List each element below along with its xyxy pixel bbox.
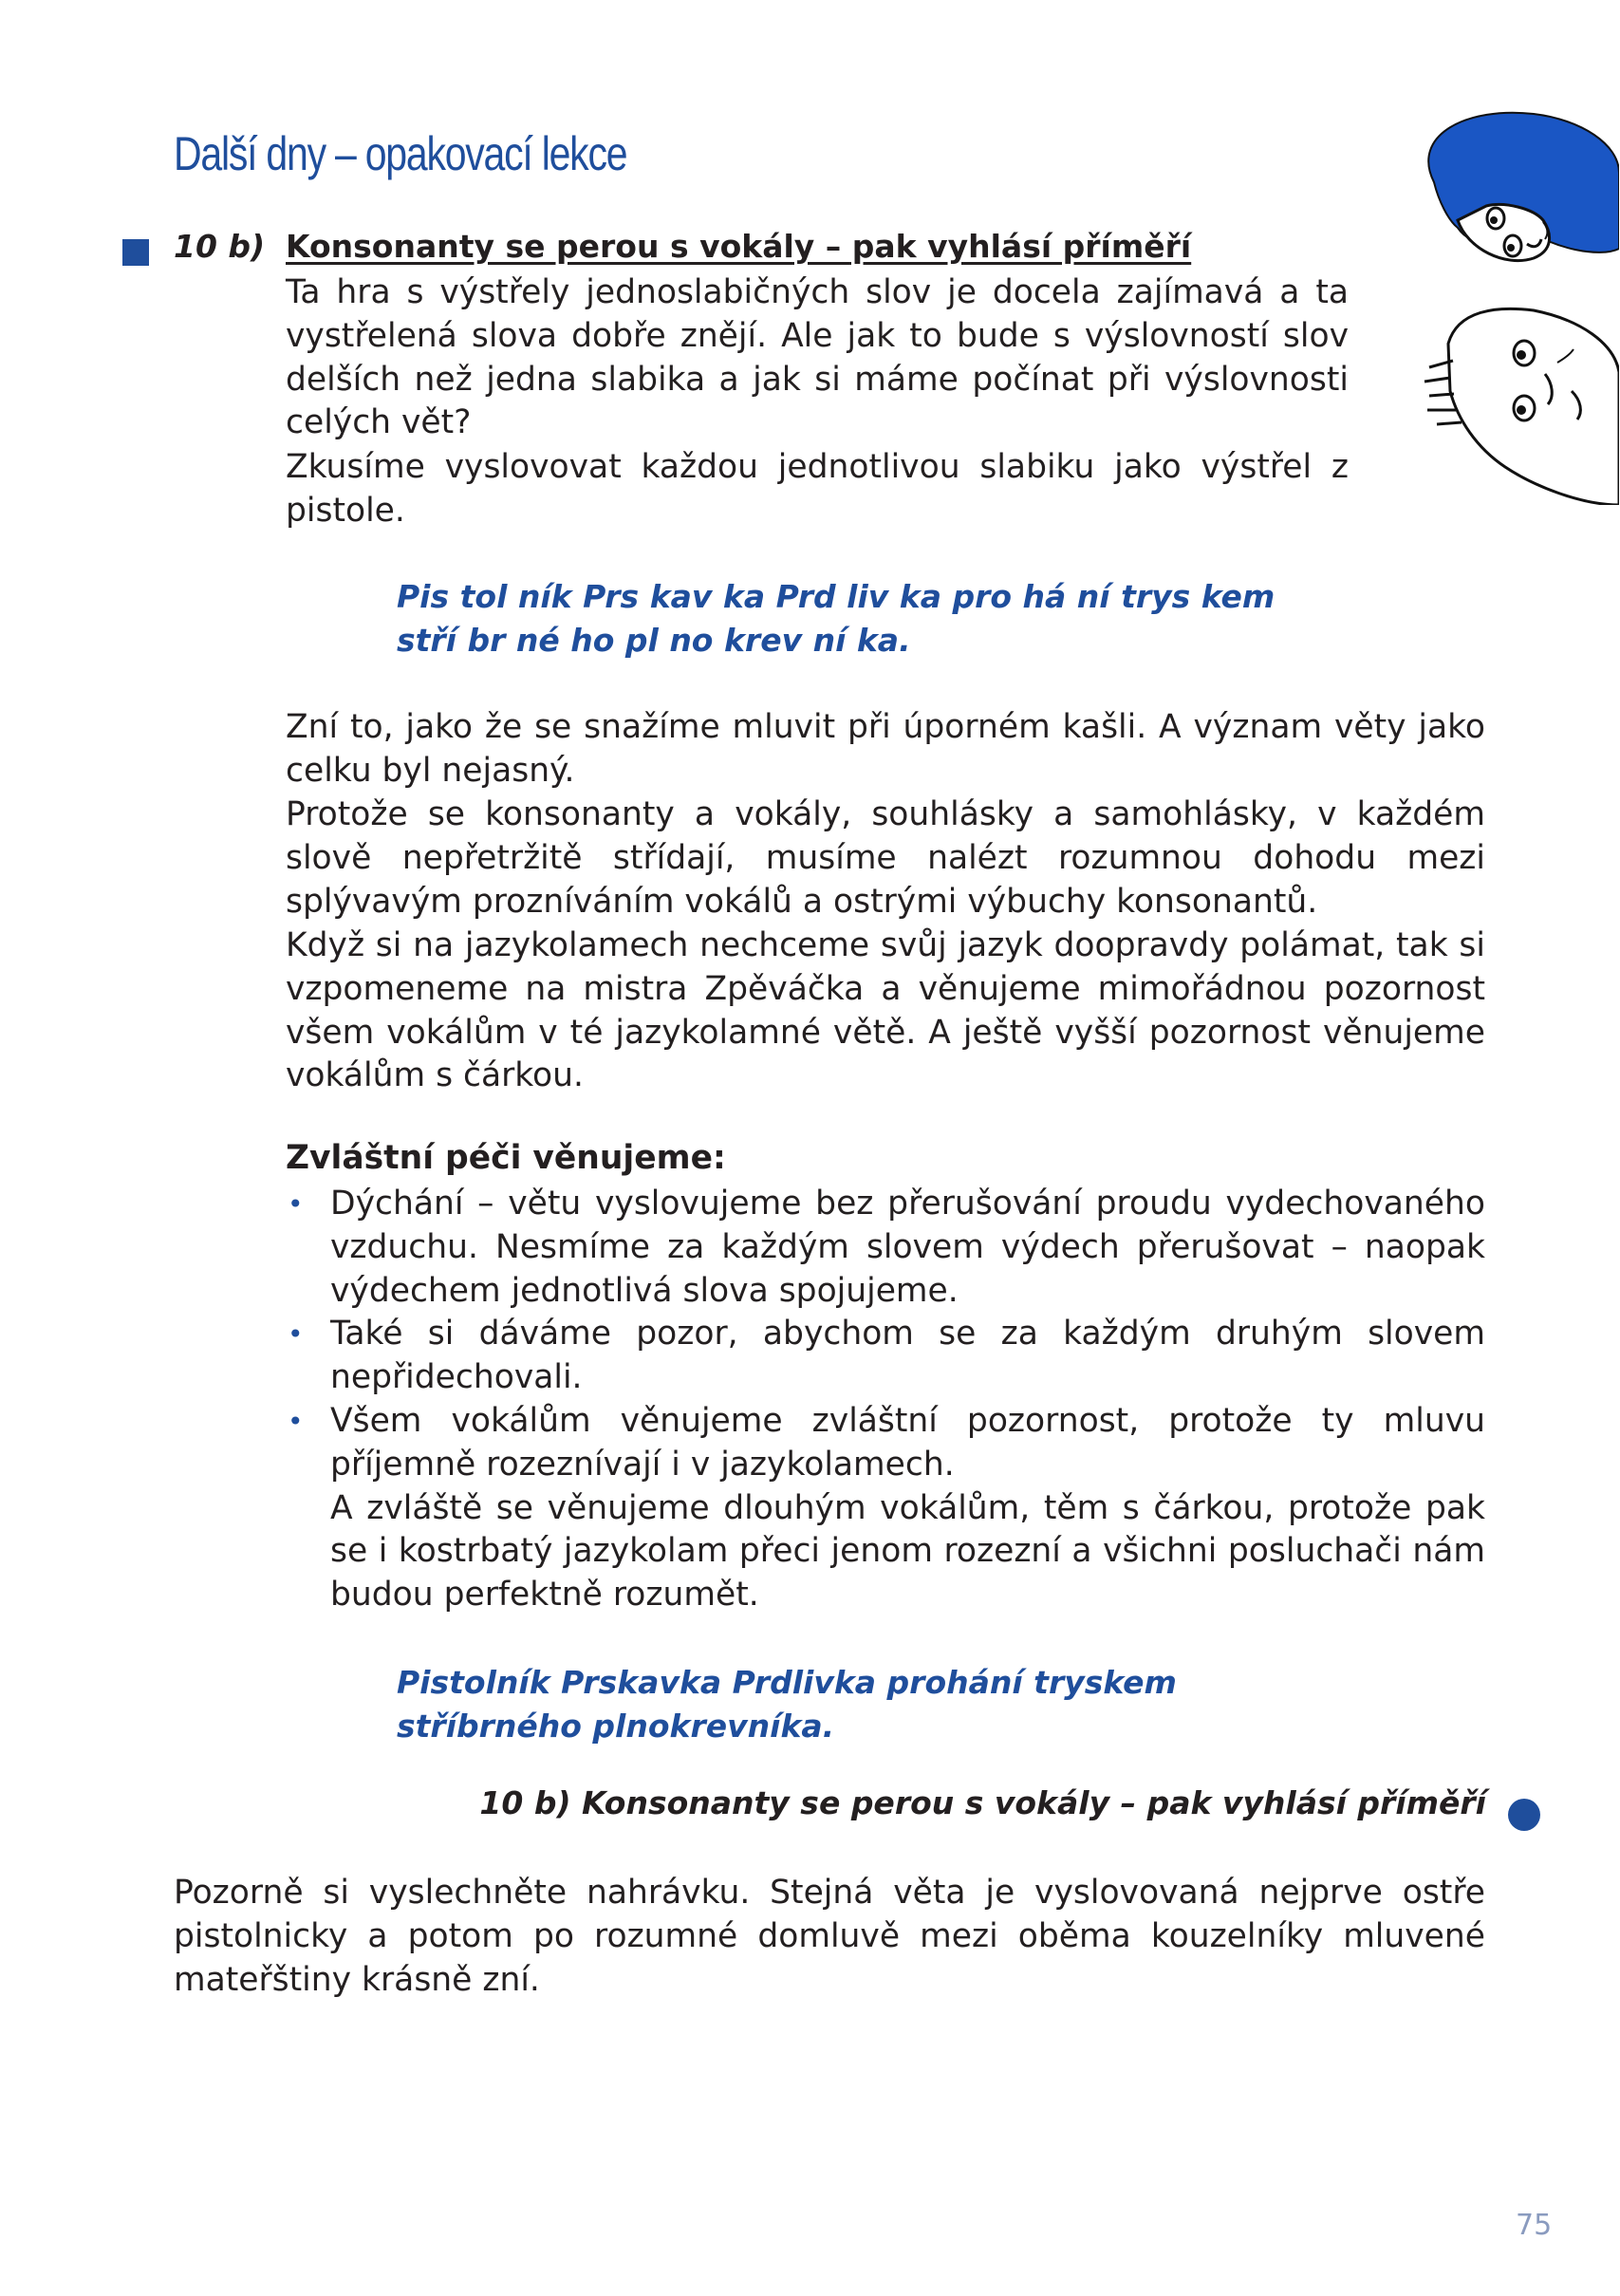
list-item-extra: A zvláště se věnujeme dlouhým vokálům, těm s čárkou, protože pak se i kostrbatý jazykolam přeci jenom rozezní a všichni posluchači nám budou perfektně rozumět. [330, 1488, 1485, 1615]
list-item-text: Všem vokálům věnujeme zvláštní pozornost, protože ty mluvu příjemně rozeznívají i v jazykolamech. [330, 1401, 1485, 1484]
intro-paragraph: Ta hra s výstřely jednoslabičných slov je docela zajímavá a ta vystřelená slova dobře znějí. Ale jak to bude s výslovností slov delších než jedna slabika a jak si máme počínat při výslovnosti celých vět? [286, 273, 1349, 442]
care-heading: Zvláštní péči věnujeme: [286, 1139, 726, 1177]
quote-line: Pis tol ník Prs kav ka Prd liv ka pro há ní trys kem [397, 578, 1276, 615]
bullet-icon: • [288, 1188, 304, 1220]
audio-reference: 10 b) Konsonanty se perou s vokály – pak vyhlásí příměří [479, 1784, 1486, 1821]
body-paragraph: Protože se konsonanty a vokály, souhlásky a samohlásky, v každém slově nepřetržitě střídají, musíme nalézt rozumnou dohodu mezi splývavým prozníváním vokálů a ostrými výbuchy konsonantů. [286, 795, 1485, 921]
section-number: 10 b) [174, 228, 266, 265]
section-title: Konsonanty se perou s vokály – pak vyhlásí příměří [286, 228, 1192, 265]
page-number: 75 [1516, 2209, 1553, 2242]
closing-paragraph: Pozorně si vyslechněte nahrávku. Stejná věta je vyslovovaná nejprve ostře pistolnicky a potom po rozumné domluvě mezi oběma kouzelníky mluvené mateřštiny krásně zní. [174, 1874, 1485, 1999]
list-item-text: Dýchání – větu vyslovujeme bez přerušování proudu vydechovaného vzduchu. Nesmíme za každým slovem výdech přerušovat – naopak výdechem jednotlivá slova spojujeme. [330, 1185, 1485, 1310]
tongue-twister-quote [397, 1661, 1177, 1748]
body-paragraph: Zní to, jako že se snažíme mluvit při úporném kašli. A význam věty jako celku byl nejasný. [286, 708, 1485, 790]
intro-paragraph-2: Zkusíme vyslovovat každou jednotlivou slabiku jako výstřel z pistole. [286, 448, 1349, 530]
body-paragraph: Když si na jazykolamech nechceme svůj jazyk doopravdy polámat, tak si vzpomeneme na mistra Zpěváčka a věnujeme mimořádnou pozornost všem vokálům v té jazykolamné větě. A ještě vyšší pozornost věnujeme vokálům s čárkou. [286, 926, 1485, 1095]
list-item [286, 1400, 1485, 1617]
bullet-icon: • [288, 1318, 304, 1351]
syllable-quote [397, 575, 1275, 663]
section-marker [122, 239, 149, 266]
audio-marker-icon [1508, 1799, 1540, 1831]
quote-line: stří br né ho pl no krev ní ka. [397, 622, 911, 659]
list-item [286, 1313, 1485, 1400]
list-item [286, 1183, 1485, 1313]
cartoon-faces-icon [1391, 106, 1619, 505]
quote-line: stříbrného plnokrevníka. [397, 1708, 835, 1745]
bullet-icon: • [288, 1405, 304, 1437]
quote-line: Pistolník Prskavka Prdlivka prohání tryskem [397, 1664, 1177, 1701]
list-item-text: Také si dáváme pozor, abychom se za každým druhým slovem nepřidechovali. [330, 1315, 1485, 1397]
care-list [286, 1183, 1485, 1617]
cartoon-faces-illustration [1391, 106, 1619, 505]
page-title: Další dny – opakovací lekce [174, 127, 627, 180]
